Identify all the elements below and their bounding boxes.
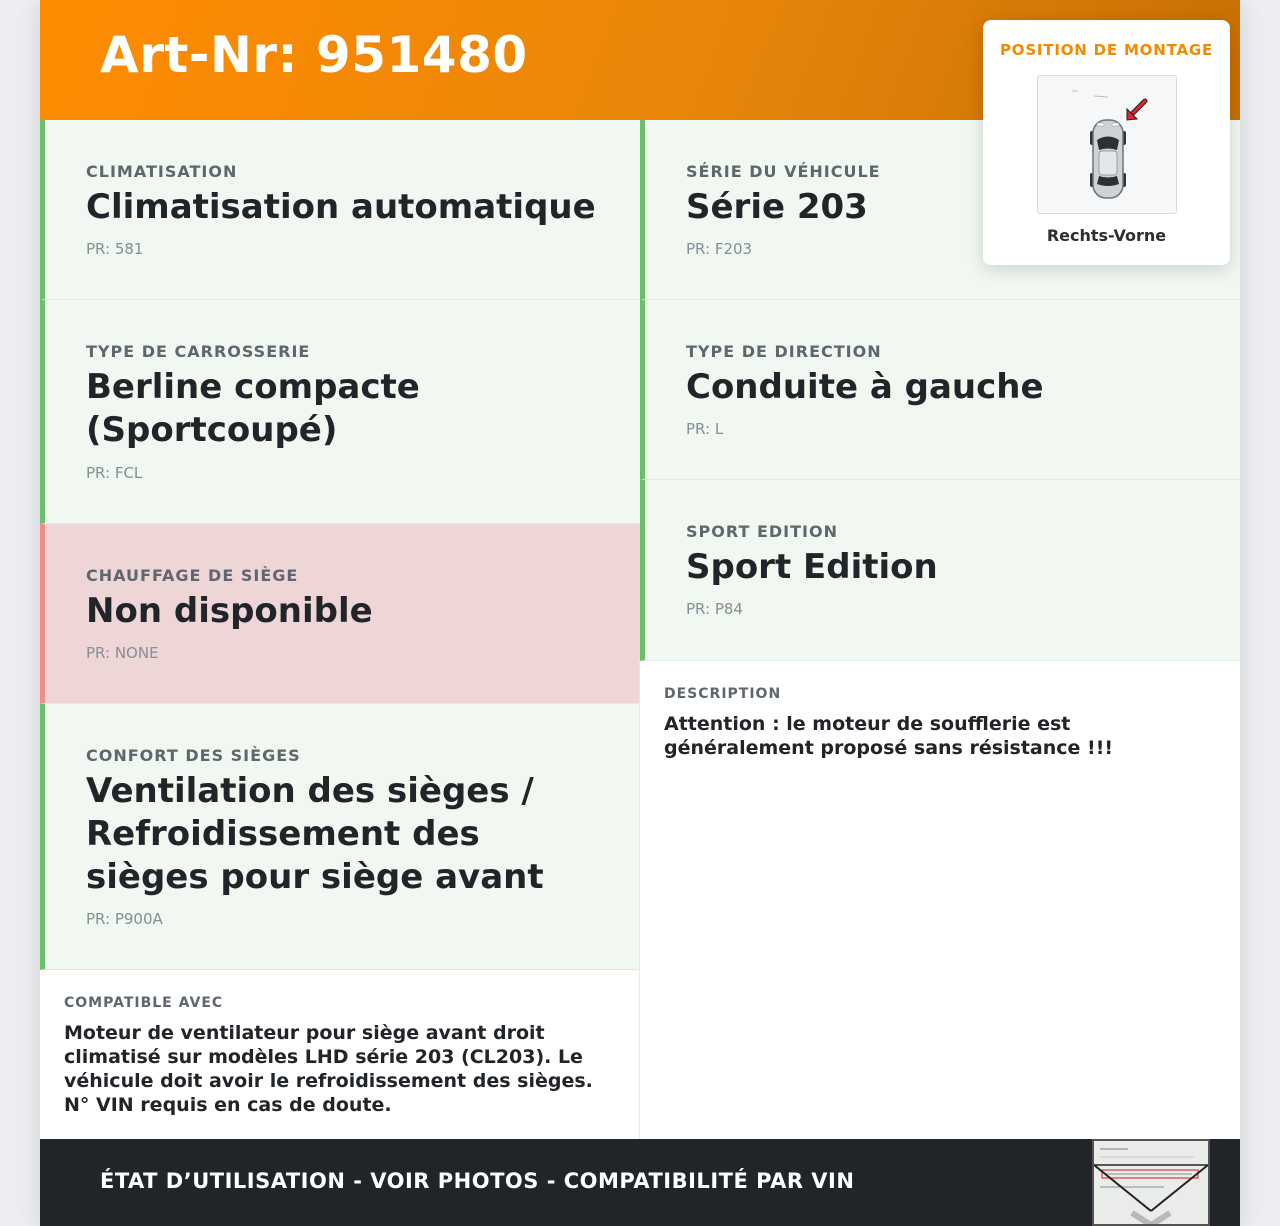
description-label: DESCRIPTION — [664, 686, 782, 702]
article-number-title: Art-Nr: 951480 — [100, 26, 528, 84]
registration-document-thumbnail[interactable] — [1092, 1139, 1210, 1226]
cell-label: CLIMATISATION — [86, 162, 238, 181]
cell-value: Ventilation des sièges / Refroidissement des sièges pour siège avant — [86, 771, 544, 897]
cell-pr-code: PR: L — [686, 420, 724, 438]
cell-value: Conduite à gauche — [686, 367, 1044, 407]
footer-text: ÉTAT D’UTILISATION - VOIR PHOTOS - COMPATIBILITÉ PAR VIN — [100, 1169, 855, 1193]
cell-sport — [640, 480, 1240, 661]
cell-value: Non disponible — [86, 591, 373, 631]
cell-label: TYPE DE CARROSSERIE — [86, 342, 311, 361]
mounting-position-card — [983, 20, 1230, 265]
cell-chauffage — [40, 524, 640, 704]
product-sheet — [40, 0, 1240, 1226]
cell-pr-code: PR: P84 — [686, 600, 743, 618]
mounting-position-label: Rechts-Vorne — [1046, 226, 1167, 245]
cell-pr-code: PR: P900A — [86, 910, 163, 928]
cell-pr-code: PR: F203 — [686, 240, 753, 258]
cell-label: CONFORT DES SIÈGES — [86, 746, 301, 765]
cell-label: SÉRIE DU VÉHICULE — [686, 162, 881, 181]
cell-pr-code: PR: 581 — [86, 240, 144, 258]
cell-climatisation — [40, 120, 640, 300]
cell-label: SPORT EDITION — [686, 522, 838, 541]
compatible-text: Moteur de ventilateur pour siège avant droit climatisé sur modèles LHD série 203 (CL203). Le véhicule doit avoir le refroidissement des sièges. N° VIN requis en cas de doute. — [64, 1022, 593, 1116]
column-divider — [639, 660, 640, 1140]
description-block — [664, 686, 1204, 760]
cell-label: TYPE DE DIRECTION — [686, 342, 882, 361]
cell-value: Berline compacte (Sportcoupé) — [86, 367, 420, 450]
compatible-block — [64, 995, 624, 1117]
cell-value: Sport Edition — [686, 547, 938, 587]
car-position-image[interactable] — [1037, 75, 1177, 214]
footer-bar — [40, 1139, 1240, 1226]
car-top-view-icon — [1038, 76, 1176, 213]
document-envelope-icon — [1094, 1141, 1208, 1224]
cell-carrosserie — [40, 300, 640, 524]
cell-label: CHAUFFAGE DE SIÈGE — [86, 566, 299, 585]
cell-direction — [640, 300, 1240, 480]
description-text: Attention : le moteur de soufflerie est généralement proposé sans résistance !!! — [664, 713, 1114, 759]
compatible-label: COMPATIBLE AVEC — [64, 995, 224, 1011]
cell-value: Climatisation automatique — [86, 187, 596, 227]
mounting-title: POSITION DE MONTAGE — [999, 41, 1214, 59]
cell-value: Série 203 — [686, 187, 868, 227]
cell-pr-code: PR: NONE — [86, 644, 159, 662]
cell-pr-code: PR: FCL — [86, 464, 143, 482]
cell-confort — [40, 704, 640, 970]
